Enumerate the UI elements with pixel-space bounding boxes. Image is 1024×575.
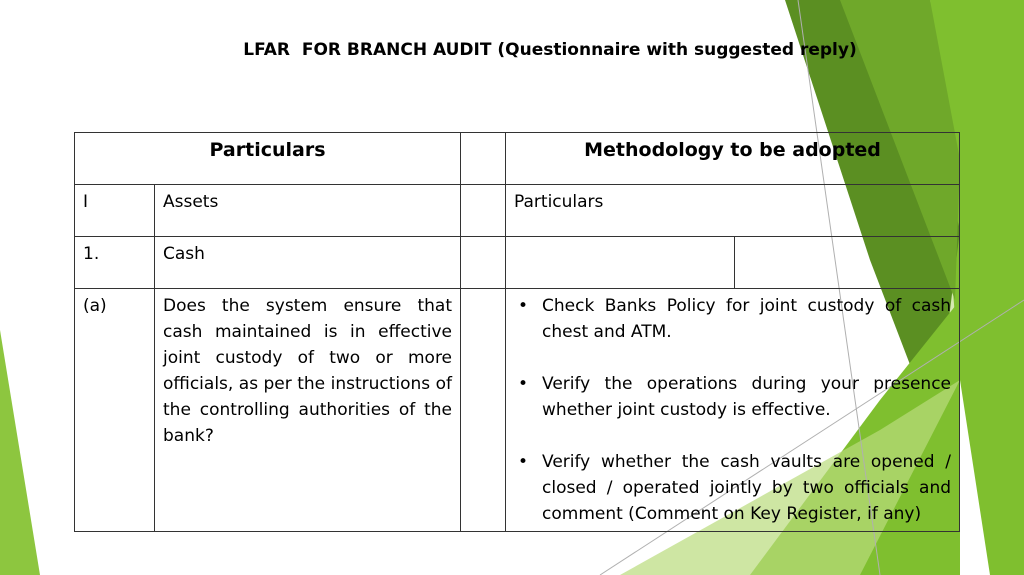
bullet-icon: • (518, 452, 529, 472)
bullet-text: Verify whether the cash vaults are opened / closed / operated jointly by two officials and comment (Comment on Key Register, if any) (542, 452, 952, 524)
list-item (514, 449, 951, 527)
empty-cell (461, 237, 506, 289)
row-methodology: Particulars (506, 185, 960, 237)
page-title: LFAR FOR BRANCH AUDIT (Questionnaire with suggested reply) (243, 40, 857, 60)
table-row (75, 237, 960, 289)
empty-cell (461, 185, 506, 237)
methodology-bullet-list (514, 293, 951, 527)
bullet-icon: • (518, 374, 529, 394)
header-methodology: Methodology to be adopted (506, 133, 960, 185)
left-green-band (0, 330, 40, 575)
row-label: Assets (155, 185, 461, 237)
row-number: (a) (75, 289, 155, 532)
list-item (514, 293, 951, 345)
bullet-icon: • (518, 296, 529, 316)
empty-cell (461, 289, 506, 532)
header-particulars: Particulars (75, 133, 461, 185)
row-question: Does the system ensure that cash maintained is in effective joint custody of two or more officials, as per the instructions of the controlling authorities of the bank? (155, 289, 461, 532)
row-number: 1. (75, 237, 155, 289)
methodology-cell (506, 289, 960, 532)
audit-table (74, 132, 960, 532)
row-label: Cash (155, 237, 461, 289)
bullet-text: Check Banks Policy for joint custody of cash chest and ATM. (542, 296, 952, 342)
table-row (75, 289, 960, 532)
table-row (75, 185, 960, 237)
table-header-row (75, 133, 960, 185)
bullet-text: Verify the operations during your presence whether joint custody is effective. (542, 374, 952, 420)
empty-cell (461, 133, 506, 185)
empty-cell (735, 237, 960, 289)
list-item (514, 371, 951, 423)
row-number: I (75, 185, 155, 237)
empty-cell (506, 237, 735, 289)
